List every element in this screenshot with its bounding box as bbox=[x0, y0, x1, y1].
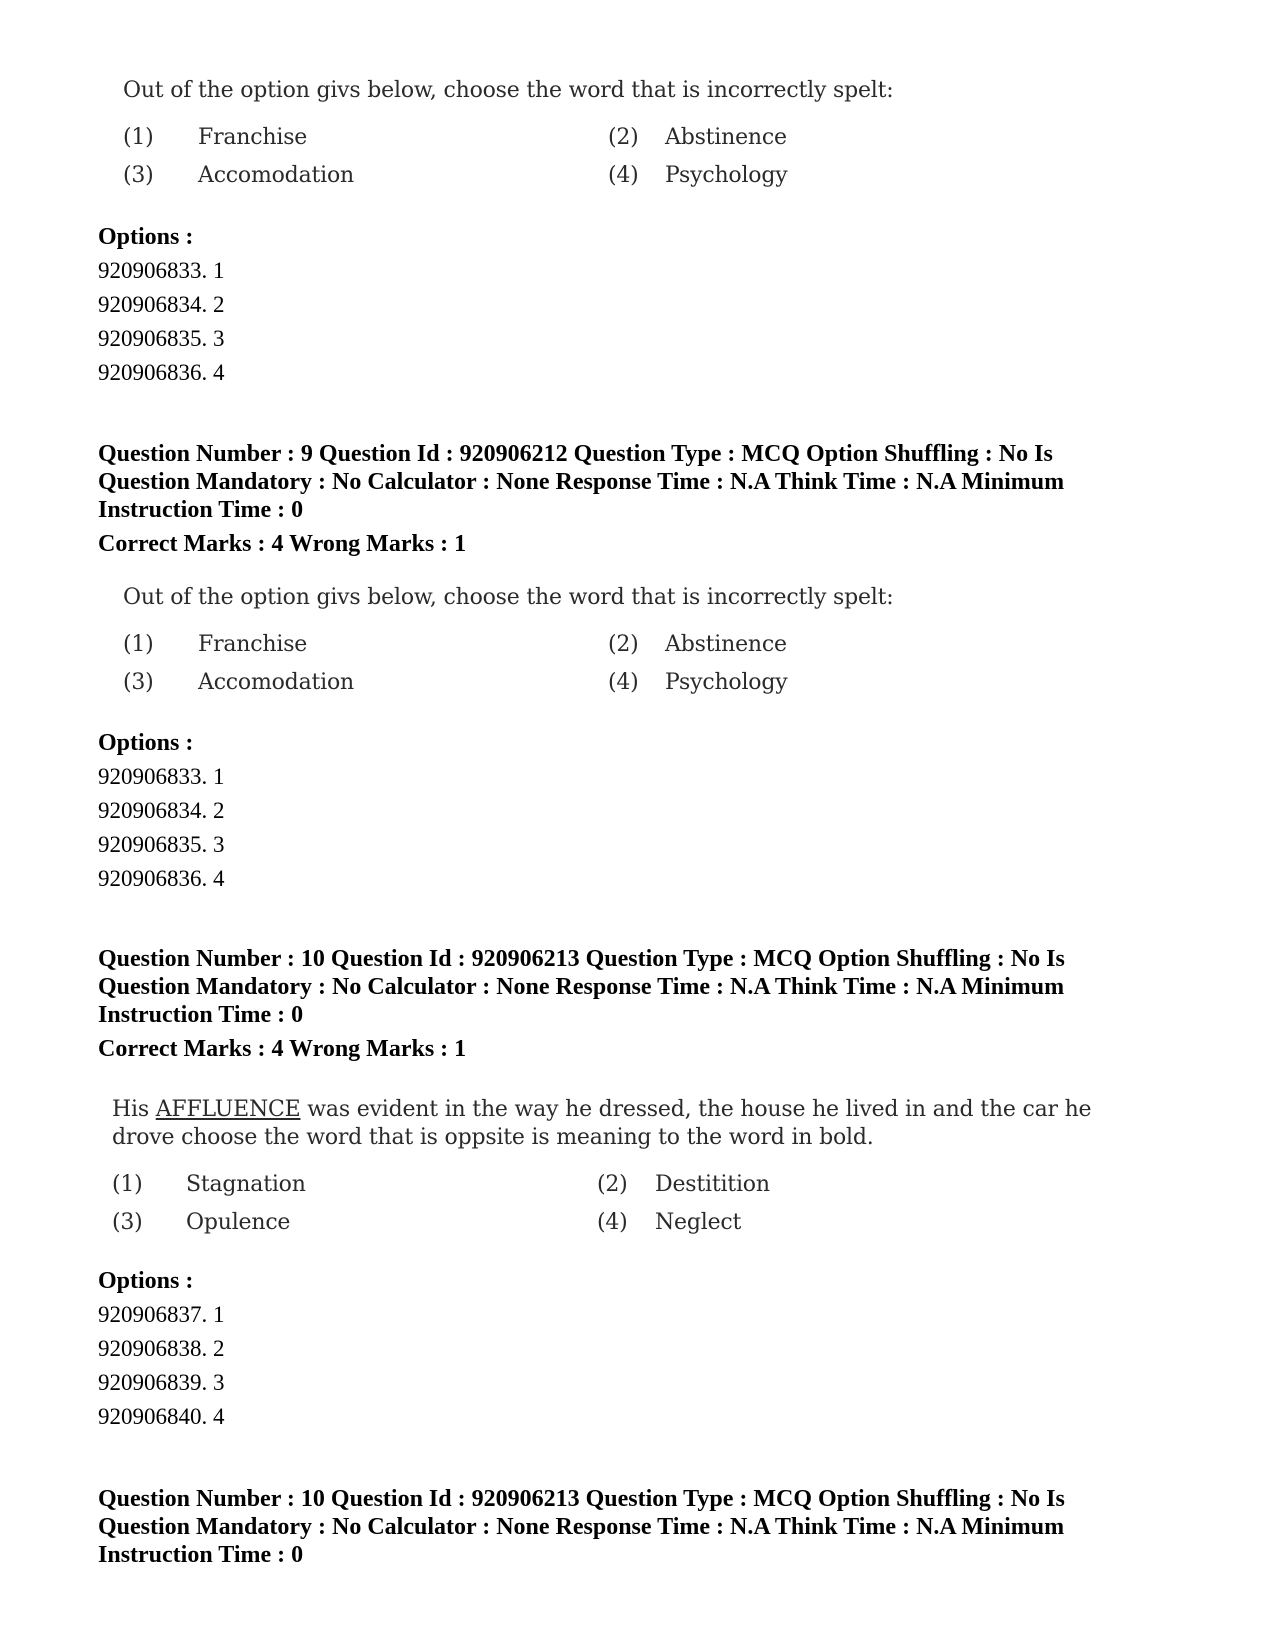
option-line: 920906834. 2 bbox=[98, 292, 225, 317]
header-line: Question Number : 10 Question Id : 920906213 Question Type : MCQ Option Shuffling : No Is bbox=[98, 946, 1065, 972]
choice-word: Franchise bbox=[198, 125, 308, 150]
choice-word: Stagnation bbox=[186, 1172, 306, 1197]
options-label: Options : bbox=[98, 730, 194, 756]
choice-number: (1) bbox=[123, 632, 154, 657]
header-line: Question Number : 10 Question Id : 920906213 Question Type : MCQ Option Shuffling : No Is bbox=[98, 1486, 1065, 1512]
question-text-pre: His bbox=[112, 1097, 156, 1122]
question-keyword: AFFLUENCE bbox=[155, 1097, 301, 1122]
choice-word: Accomodation bbox=[198, 163, 354, 188]
choice-word: Destitition bbox=[655, 1172, 770, 1197]
option-line: 920906833. 1 bbox=[98, 764, 225, 789]
question-text-post: was evident in the way he dressed, the house he lived in and the car he bbox=[300, 1097, 1092, 1122]
choice-number: (3) bbox=[123, 163, 154, 188]
question-header bbox=[98, 1485, 1208, 1569]
choice-number: (3) bbox=[112, 1210, 143, 1235]
marks-line: Correct Marks : 4 Wrong Marks : 1 bbox=[98, 531, 467, 557]
choice-word: Abstinence bbox=[665, 125, 787, 150]
question-text: Out of the option givs below, choose the word that is incorrectly spelt: bbox=[123, 78, 894, 103]
option-line: 920906835. 3 bbox=[98, 832, 225, 857]
question-text: Out of the option givs below, choose the word that is incorrectly spelt: bbox=[123, 585, 894, 610]
option-line: 920906836. 4 bbox=[98, 866, 225, 891]
option-line: 920906833. 1 bbox=[98, 258, 225, 283]
choice-number: (1) bbox=[123, 125, 154, 150]
header-line: Question Mandatory : No Calculator : None Response Time : N.A Think Time : N.A Minimum bbox=[98, 974, 1065, 1000]
header-line: Instruction Time : 0 bbox=[98, 1542, 304, 1568]
header-line: Question Number : 9 Question Id : 920906212 Question Type : MCQ Option Shuffling : No Is bbox=[98, 441, 1053, 467]
question-text bbox=[112, 1097, 1091, 1122]
choice-word: Accomodation bbox=[198, 670, 354, 695]
question-text-line2: drove choose the word that is oppsite is meaning to the word in bold. bbox=[112, 1125, 874, 1150]
choice-word: Opulence bbox=[186, 1210, 291, 1235]
choice-word: Psychology bbox=[665, 163, 788, 188]
option-line: 920906835. 3 bbox=[98, 326, 225, 351]
choice-word: Psychology bbox=[665, 670, 788, 695]
choice-number: (2) bbox=[608, 125, 639, 150]
question-header bbox=[98, 945, 1208, 1029]
option-line: 920906840. 4 bbox=[98, 1404, 225, 1429]
option-line: 920906834. 2 bbox=[98, 798, 225, 823]
choice-number: (4) bbox=[597, 1210, 628, 1235]
choice-word: Franchise bbox=[198, 632, 308, 657]
marks-line: Correct Marks : 4 Wrong Marks : 1 bbox=[98, 1036, 467, 1062]
choice-number: (3) bbox=[123, 670, 154, 695]
choice-number: (4) bbox=[608, 163, 639, 188]
options-label: Options : bbox=[98, 224, 194, 250]
options-label: Options : bbox=[98, 1268, 194, 1294]
choice-number: (2) bbox=[597, 1172, 628, 1197]
question-header bbox=[98, 440, 1208, 524]
option-line: 920906839. 3 bbox=[98, 1370, 225, 1395]
header-line: Instruction Time : 0 bbox=[98, 497, 304, 523]
option-line: 920906837. 1 bbox=[98, 1302, 225, 1327]
choice-number: (2) bbox=[608, 632, 639, 657]
choice-number: (1) bbox=[112, 1172, 143, 1197]
option-line: 920906836. 4 bbox=[98, 360, 225, 385]
header-line: Question Mandatory : No Calculator : None Response Time : N.A Think Time : N.A Minimum bbox=[98, 1514, 1065, 1540]
choice-word: Abstinence bbox=[665, 632, 787, 657]
header-line: Instruction Time : 0 bbox=[98, 1002, 304, 1028]
choice-number: (4) bbox=[608, 670, 639, 695]
header-line: Question Mandatory : No Calculator : None Response Time : N.A Think Time : N.A Minimum bbox=[98, 469, 1065, 495]
option-line: 920906838. 2 bbox=[98, 1336, 225, 1361]
choice-word: Neglect bbox=[655, 1210, 742, 1235]
